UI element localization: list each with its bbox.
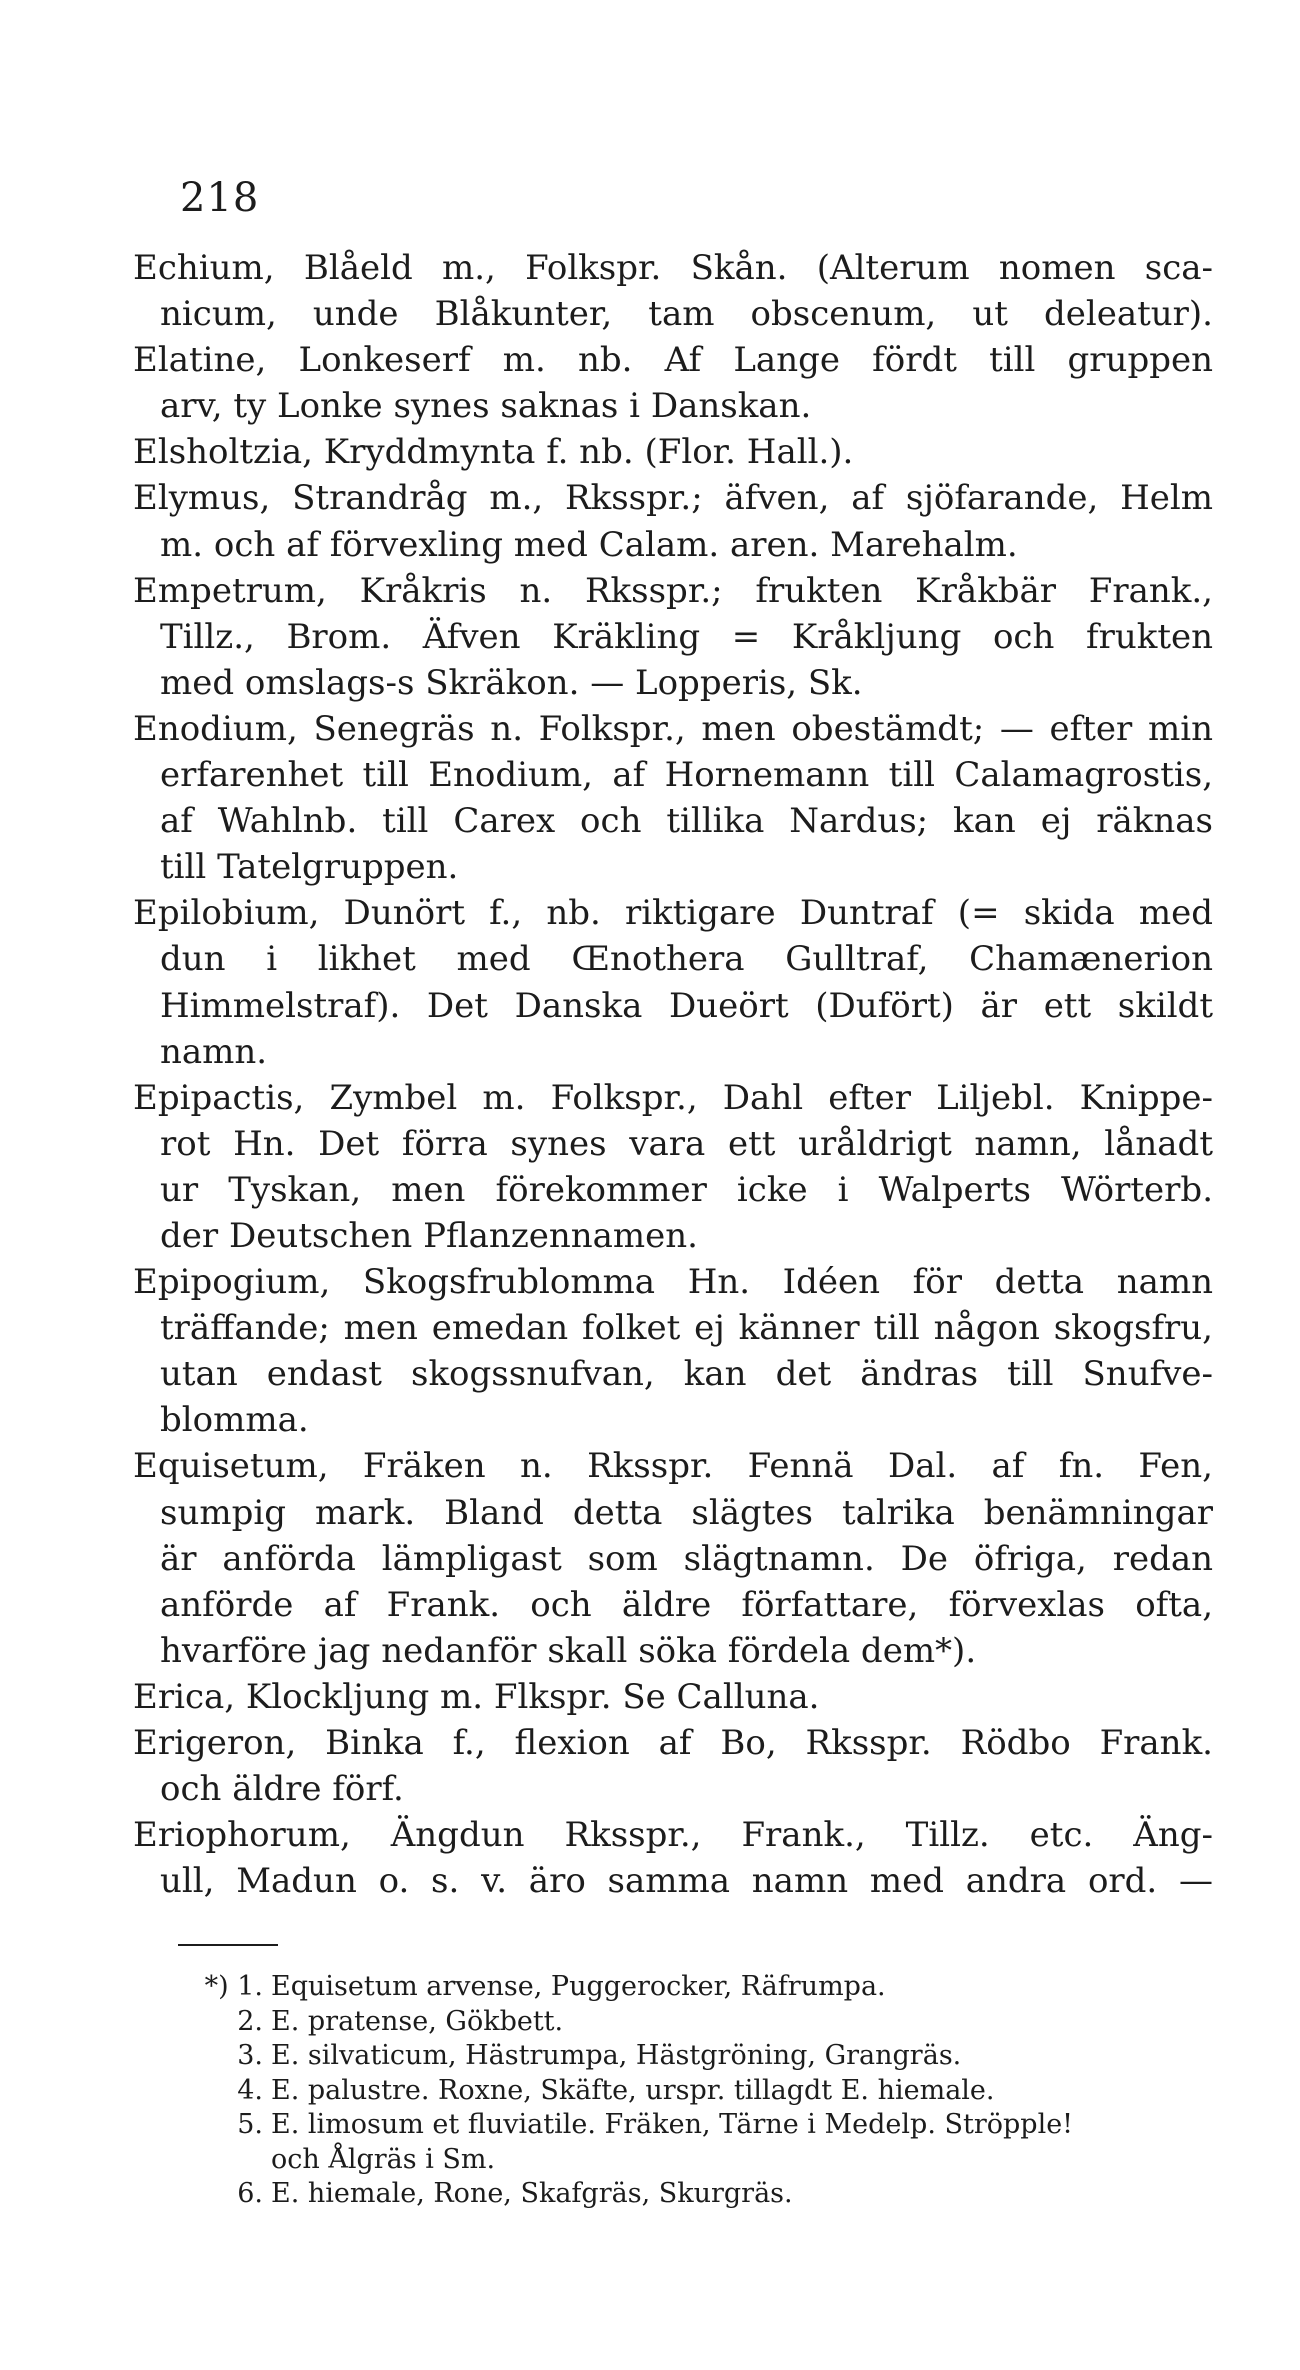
text-line: der Deutschen Pflanzennamen.	[160, 1215, 698, 1256]
footnote-line	[175, 2005, 1015, 2040]
footnote-text: E. silvaticum, Hästrumpa, Hästgröning, Grangräs.	[271, 2040, 962, 2071]
text-line: Eriophorum, Ängdun Rksspr., Frank., Tillz. etc. Äng-	[133, 1815, 1213, 1856]
text-line: Tillz., Brom. Äfven Kräkling = Kråkljung och frukten	[160, 616, 1213, 657]
footnote-line	[175, 1970, 1015, 2005]
footnote-text: och Ålgräs i Sm.	[271, 2143, 496, 2175]
text-line: arv, ty Lonke synes saknas i Danskan.	[160, 386, 812, 427]
text-line: dun i likhet med Œnothera Gulltraf, Chamænerion	[160, 939, 1213, 980]
text-line: sumpig mark. Bland detta slägtes talrika benämningar	[160, 1492, 1213, 1533]
text-line: erfarenhet till Enodium, af Hornemann till Calamagrostis,	[160, 755, 1213, 796]
text-line: af Wahlnb. till Carex och tillika Nardus; kan ej räknas	[160, 801, 1213, 842]
text-line: rot Hn. Det förra synes vara ett uråldrigt namn, lånadt	[160, 1123, 1213, 1164]
text-line: anförde af Frank. och äldre författare, förvexlas ofta,	[160, 1584, 1213, 1625]
text-line: Epipactis, Zymbel m. Folkspr., Dahl efter Liljebl. Knippe-	[133, 1077, 1213, 1118]
text-line: Elsholtzia, Kryddmynta f. nb. (Flor. Hall.).	[133, 432, 854, 473]
footnote-number: 3.	[237, 2040, 263, 2071]
text-line: Elatine, Lonkeserf m. nb. Af Lange fördt till gruppen	[133, 340, 1213, 381]
text-line: och äldre förf.	[160, 1769, 404, 1810]
text-line: Epipogium, Skogsfrublomma Hn. Idéen för detta namn	[133, 1262, 1213, 1303]
text-line: Empetrum, Kråkris n. Rksspr.; frukten Kråkbär Frank.,	[133, 570, 1213, 611]
footnote-divider	[178, 1944, 278, 1946]
footnote-text: Equisetum arvense, Puggerocker, Räfrumpa.	[271, 1971, 886, 2002]
text-line: träffande; men emedan folket ej känner till någon skogsfru,	[160, 1308, 1213, 1349]
footnote-line	[175, 2143, 1015, 2178]
footnote-line	[175, 2039, 1015, 2074]
footnote-text: E. palustre. Roxne, Skäfte, urspr. tillagdt E. hiemale.	[271, 2074, 995, 2106]
text-line: ull, Madun o. s. v. äro samma namn med andra ord. —	[160, 1861, 1213, 1902]
footnote-number: 4.	[237, 2074, 263, 2106]
text-line: Erigeron, Binka f., flexion af Bo, Rksspr. Rödbo Frank.	[133, 1723, 1213, 1763]
text-line: Elymus, Strandråg m., Rksspr.; äfven, af sjöfarande, Helm	[133, 478, 1213, 519]
text-line: är anförda lämpligast som slägtnamn. De öfriga, redan	[160, 1538, 1213, 1579]
text-line: till Tatelgruppen.	[160, 847, 459, 888]
text-line: blomma.	[160, 1400, 309, 1441]
footnote-text: E. hiemale, Rone, Skafgräs, Skurgräs.	[271, 2178, 793, 2209]
text-line: hvarföre jag nedanför skall söka fördela dem*).	[160, 1630, 977, 1671]
text-line: utan endast skogssnufvan, kan det ändras till Snufve-	[160, 1354, 1213, 1395]
text-line: Echium, Blåeld m., Folkspr. Skån. (Alterum nomen sca-	[133, 248, 1213, 288]
footnotes	[175, 1970, 1074, 2212]
text-line: nicum, unde Blåkunter, tam obscenum, ut deleatur).	[160, 294, 1213, 335]
text-line: Erica, Klockljung m. Flkspr. Se Calluna.	[133, 1676, 820, 1717]
footnote-number: 2.	[237, 2005, 263, 2037]
text-line: Himmelstraf). Det Danska Dueört (Dufört) är ett skildt	[160, 985, 1213, 1026]
footnote-text: E. pratense, Gökbett.	[271, 2005, 564, 2037]
text-line: namn.	[160, 1031, 268, 1072]
footnote-number: 5.	[237, 2109, 263, 2140]
footnote-number: *) 1.	[204, 1971, 263, 2002]
text-line: Equisetum, Fräken n. Rksspr. Fennä Dal. af fn. Fen,	[133, 1446, 1213, 1487]
text-line: ur Tyskan, men förekommer icke i Walperts Wörterb.	[160, 1169, 1213, 1210]
text-line: m. och af förvexling med Calam. aren. Marehalm.	[160, 524, 1018, 565]
footnote-text: E. limosum et fluviatile. Fräken, Tärne i Medelp. Ströpple!	[271, 2109, 1074, 2140]
page-number: 218	[180, 175, 260, 221]
text-line: Epilobium, Dunört f., nb. riktigare Duntraf (= skida med	[133, 893, 1213, 934]
footnote-line	[175, 2177, 1015, 2212]
footnote-line	[175, 2108, 1074, 2143]
entry-text	[133, 245, 1213, 1904]
text-line: med omslags-s Skräkon. — Lopperis, Sk.	[160, 662, 863, 703]
text-line: Enodium, Senegräs n. Folkspr., men obestämdt; — efter min	[133, 708, 1213, 749]
footnote-number: 6.	[237, 2178, 263, 2209]
footnote-line	[175, 2074, 1015, 2109]
